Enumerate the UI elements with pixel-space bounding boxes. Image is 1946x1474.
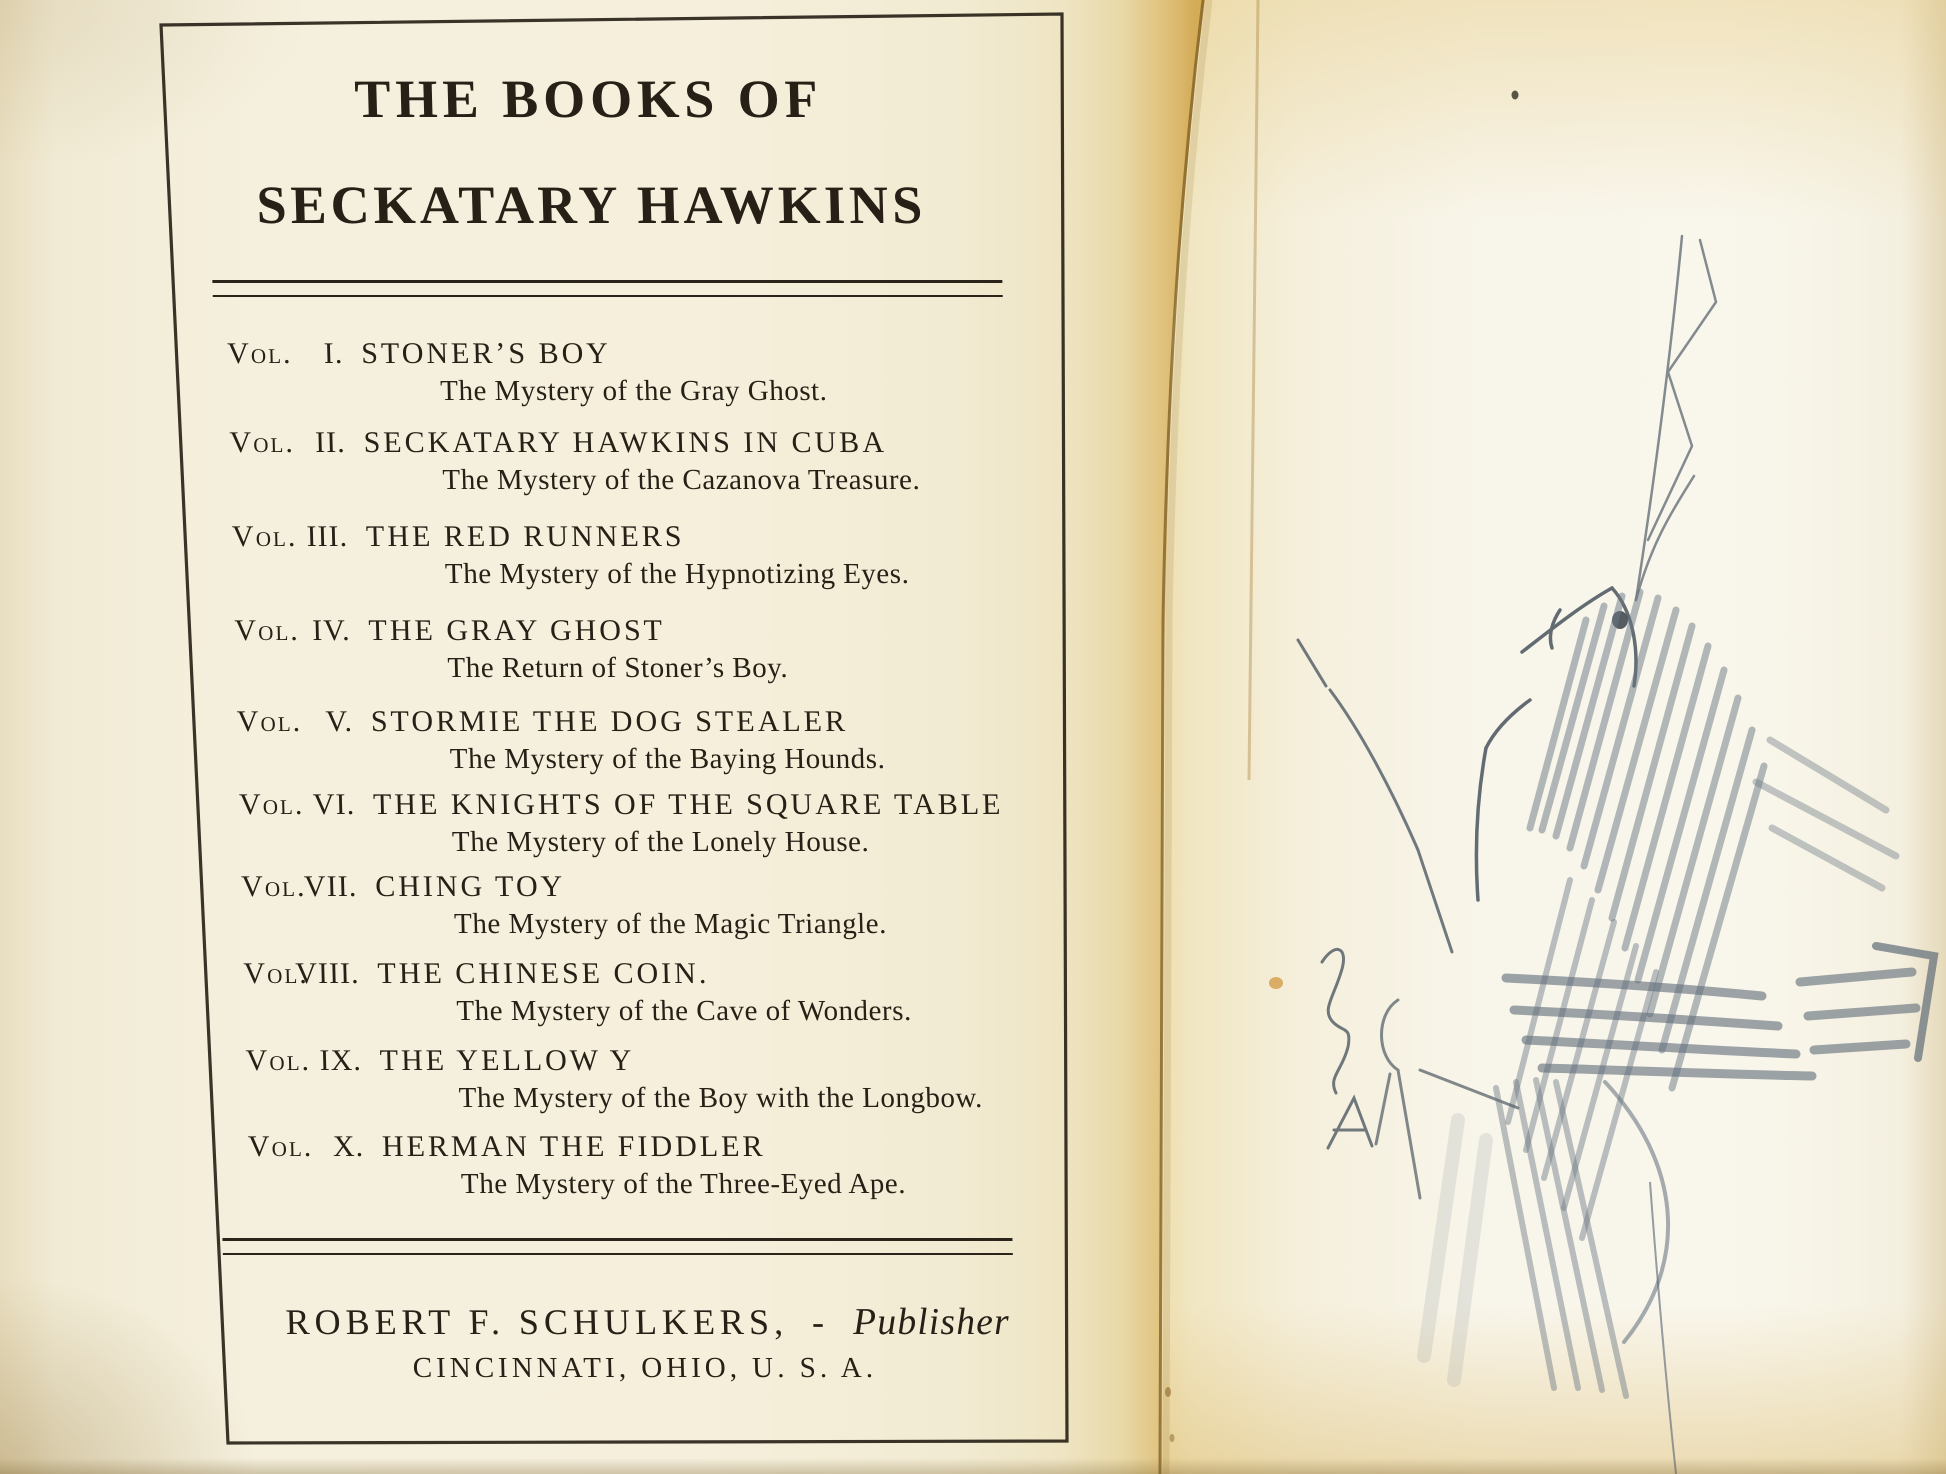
book-title: THE CHINESE COIN. (377, 957, 710, 990)
vol-numeral: X. (332, 1130, 365, 1163)
publisher-role: Publisher (852, 1301, 1011, 1343)
book-subtitle: The Mystery of the Hypnotizing Eyes. (444, 558, 910, 590)
book-title: HERMAN THE FIDDLER (381, 1130, 766, 1163)
vol-label: Vol. (240, 870, 307, 903)
vol-label: Vol. (245, 1044, 312, 1077)
vol-numeral: II. (314, 426, 347, 459)
publisher-city-line: CINCINNATI, OHIO, U. S. A. (412, 1352, 878, 1384)
vol-numeral: VII. (303, 870, 358, 903)
book-title: STORMIE THE DOG STEALER (370, 705, 849, 738)
book-title: SECKATARY HAWKINS IN CUBA (363, 426, 888, 459)
book-subtitle: The Mystery of the Boy with the Longbow. (458, 1082, 984, 1114)
vol-numeral: VI. (312, 788, 356, 821)
book-subtitle: The Mystery of the Lonely House. (451, 826, 870, 858)
photo-bottom-shadow (0, 1458, 1946, 1474)
book-subtitle: The Mystery of the Gray Ghost. (439, 375, 828, 407)
vol-label: Vol. (243, 957, 310, 990)
page-title-line-2: SECKATARY HAWKINS (255, 175, 927, 235)
vol-label: Vol. (236, 705, 303, 738)
book-title: STONER’S BOY (360, 337, 612, 370)
vol-numeral: I. (323, 337, 344, 370)
vol-numeral: IX. (319, 1044, 363, 1077)
book-subtitle: The Mystery of the Three-Eyed Ape. (460, 1168, 907, 1200)
vol-label: Vol. (226, 337, 293, 370)
publisher-separator: - (811, 1302, 830, 1342)
vol-numeral: VIII. (294, 957, 360, 990)
vol-label: Vol. (234, 614, 301, 647)
book-subtitle: The Mystery of the Cave of Wonders. (456, 995, 913, 1027)
book-title: THE GRAY GHOST (368, 614, 666, 647)
book-title: THE RED RUNNERS (365, 520, 685, 553)
book-title: CHING TOY (374, 870, 566, 903)
vol-label: Vol. (247, 1130, 314, 1163)
book-subtitle: The Mystery of the Magic Triangle. (453, 908, 888, 940)
vol-numeral: III. (306, 520, 349, 553)
vol-label: Vol. (229, 426, 296, 459)
page-title-line-1: THE BOOKS OF (353, 69, 824, 129)
book-subtitle: The Return of Stoner’s Boy. (447, 652, 789, 684)
publisher-name: ROBERT F. SCHULKERS, (285, 1302, 789, 1342)
book-subtitle: The Mystery of the Cazanova Treasure. (442, 464, 921, 496)
vol-label: Vol. (238, 788, 305, 821)
book-title: THE YELLOW Y (379, 1044, 636, 1077)
vol-label: Vol. (231, 520, 298, 553)
vol-numeral: V. (325, 705, 354, 738)
book-title: THE KNIGHTS OF THE SQUARE TABLE (372, 788, 1004, 821)
book-subtitle: The Mystery of the Baying Hounds. (449, 743, 886, 775)
vol-numeral: IV. (311, 614, 351, 647)
